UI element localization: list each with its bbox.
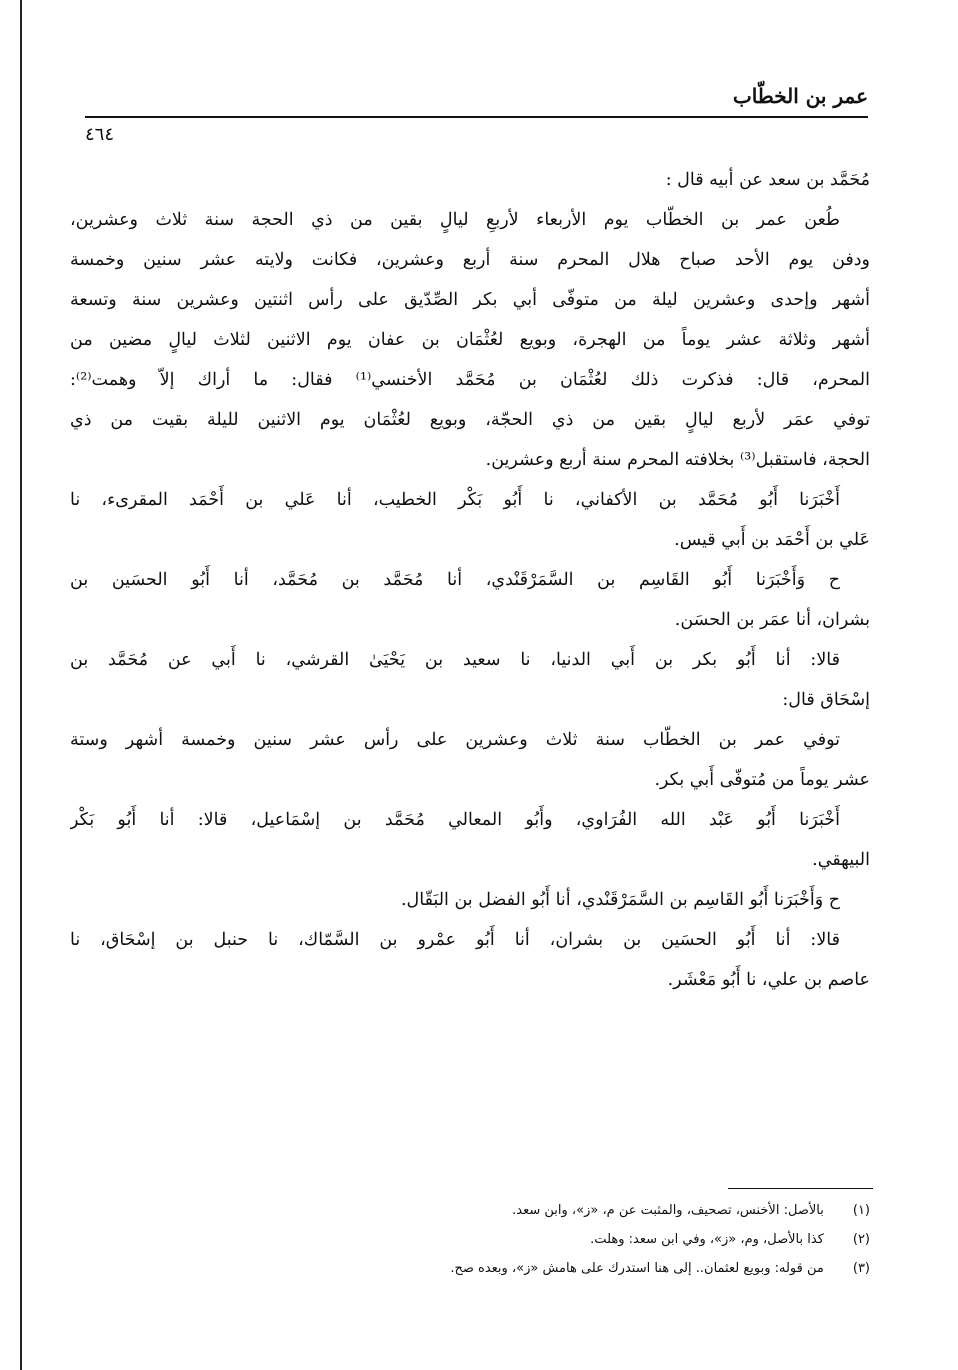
isnad-line: إسْحَاق قال: [782,690,870,710]
footnote-number: (٣) [852,1261,870,1276]
isnad-line: عاصم بن علي، نا أَبُو مَعْشَر. [667,970,870,990]
footnote-text: من قوله: وبويع لعثمان.. إلى هنا استدرك على هامش «ز»، وبعده صح. [450,1261,824,1276]
running-title: عمر بن الخطّاب [732,84,868,108]
text-line: مُحَمَّد بن سعد عن أبيه قال : [665,170,870,190]
text-line: أشهر وثلاثة عشر يوماً من الهجرة، وبويع لعُثْمَان بن عفان يوم الاثنين لثلاث ليالٍ مضين من [70,330,870,350]
main-text [70,160,870,1000]
footnote-text: بالأصل: الأخنس، تصحيف، والمثبت عن م، «ز»، وابن سعد. [512,1203,824,1218]
text-line: أشهر وإحدى وعشرين ليلة من متوفّى أبي بكر الصِّدّيق على رأس اثنتين وعشرين سنة وتسعة [70,290,870,310]
footnote [230,1254,870,1283]
text-line: عشر يوماً من مُتوفّى أَبي بكر. [654,770,870,790]
isnad-line: عَلي بن أَحْمَد بن أَبي قيس. [674,530,870,550]
header-rule [85,116,868,118]
page-header [85,78,868,118]
text-line: الحجة، فاستقبل⁽³⁾ بخلافته المحرم سنة أربع وعشرين. [485,450,870,470]
isnad-line: قالا: أنا أَبُو الحسَين بن بشران، أنا أَبُو عمْرو بن السَّمّاك، نا حنبل بن إسْحَاق، نا [70,930,840,950]
isnad-line: أَخْبَرَنا أَبُو مُحَمَّد بن الأكفاني، نا أَبُو بَكْر الخطيب، أنا عَلي بن أَحْمَد المقرىء، نا [70,490,840,510]
text-line: ودفن يوم الأحد صباح هلال المحرم سنة أربع وعشرين، فكانت ولايته عشر سنين وخمسة [70,250,870,270]
text-line: المحرم، قال: فذكرت ذلك لعُثْمَان بن مُحَمَّد الأخنسي⁽¹⁾ فقال: ما أراك إلاّ وهمت⁽²⁾: [70,370,870,390]
footnote-number: (١) [852,1203,870,1218]
text-line: توفي عمَر لأربع ليالٍ بقين من ذي الحجّة، وبويع لعُثْمَان يوم الاثنين لليلة بقيت من ذي [70,410,870,430]
footnote-text: كذا بالأصل، وم، «ز»، وفي ابن سعد: وهلت. [590,1232,824,1247]
isnad-line: قالا: أنا أَبُو بكر بن أَبي الدنيا، نا سعيد بن يَحْيَىٰ القرشي، نا أَبي عن مُحَمَّد بن [70,650,840,670]
page-edge-border [20,0,22,1370]
text-line: طُعن عمر بن الخطّاب يوم الأربعاء لأربعِ ليالٍ بقين من ذي الحجة سنة ثلاث وعشرين، [70,210,840,230]
isnad-line: ح وَأَخْبَرَنا أَبُو القَاسِم بن السَّمَرْقَنْدي، أنا مُحَمَّد بن مُحَمَّد، أنا أَبُو الحسَين بن [70,570,840,590]
footnote-separator [728,1188,873,1189]
isnad-line: البيهقي. [812,850,870,870]
footnote [230,1225,870,1254]
page-number: ٤٦٤ [85,124,115,145]
isnad-line: أَخْبَرَنا أَبُو عَبْد الله الفُرَاوي، وأَبُو المعالي مُحَمَّد بن إسْمَاعيل، قالا: أنا أَبُو بَكْر [70,810,840,830]
isnad-line: بشران، أنا عمَر بن الحسَن. [674,610,870,630]
footnotes [230,1196,870,1283]
isnad-line: ح وَأَخْبَرَنا أَبُو القَاسِم بن السَّمَرْقَنْدي، أنا أَبُو الفضل بن البَقّال. [400,890,840,910]
footnote-number: (٢) [852,1232,870,1247]
text-line: توفي عمر بن الخطّاب سنة ثلاث وعشرين على رأس عشر سنين وخمسة أشهر وستة [70,730,840,750]
footnote [230,1196,870,1225]
